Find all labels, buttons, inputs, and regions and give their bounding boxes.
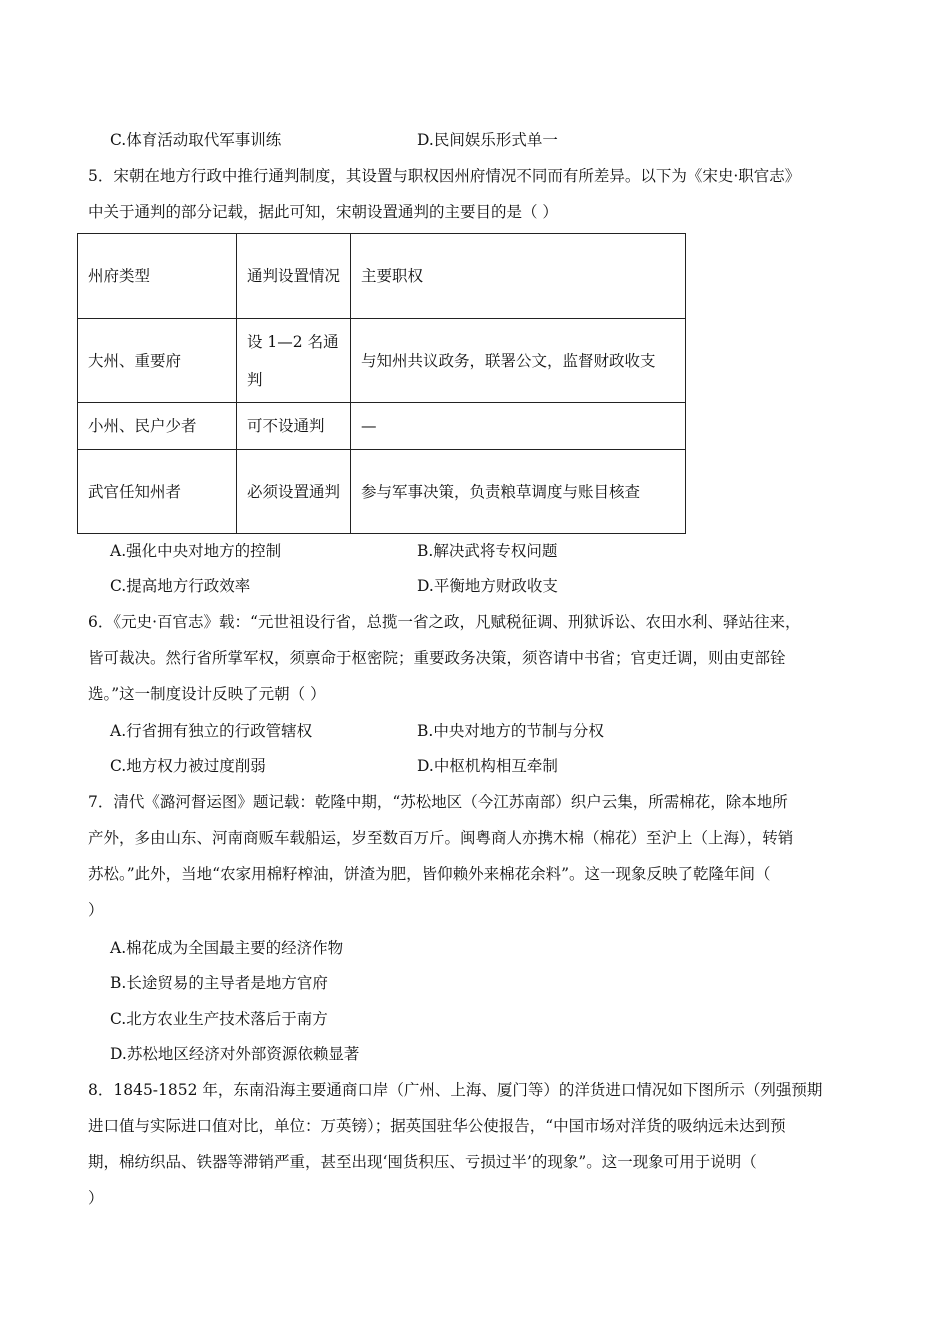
table-cell: 与知州共议政务，联署公文，监督财政收支 [351,319,686,403]
q6-stem-line-3: 选。”这一制度设计反映了元朝（ ） [88,685,326,703]
q5-option-b[interactable] [417,539,557,561]
option-label: D. [417,757,434,775]
q7-option-b[interactable] [110,971,328,993]
table-cell: 参与军事决策，负责粮草调度与账目核查 [351,450,686,534]
option-label: B. [417,722,434,740]
option-text: 地方权力被过度削弱 [126,757,266,775]
table-header-row [78,234,686,319]
option-text: 解决武将专权问题 [433,542,558,560]
q7-option-c[interactable] [110,1007,328,1029]
option-text: 苏松地区经济对外部资源依赖显著 [126,1045,360,1063]
option-text: 强化中央对地方的控制 [126,542,282,560]
option-text: 体育活动取代军事训练 [126,131,282,149]
q6-option-b[interactable] [417,719,604,741]
q7-stem-line-4: ） [88,901,104,919]
option-label: C. [110,577,127,595]
q4-option-d[interactable] [417,128,558,150]
table-row [78,319,686,403]
q7-stem-line-3: 苏松。”此外，当地“农家用棉籽榨油，饼渣为肥，皆仰赖外来棉花余料”。这一现象反映了乾隆年间（ [88,865,771,883]
option-label: A. [110,542,127,560]
table-row [78,450,686,534]
q8-stem-line-3: 期，棉纺织品、铁器等滞销严重，甚至出现‘囤货积压、亏损过半’的现象”。这一现象可用于说明（ [88,1153,757,1171]
table-header-cell: 州府类型 [78,234,237,319]
option-text: 长途贸易的主导者是地方官府 [126,974,328,992]
option-text: 行省拥有独立的行政管辖权 [126,722,313,740]
option-label: A. [110,939,127,957]
table-cell: 必须设置通判 [237,450,351,534]
q8-stem-line-1: 8．1845-1852 年，东南沿海主要通商口岸（广州、上海、厦门等）的洋货进口情况如下图所示（列强预期 [88,1081,823,1099]
q6-option-d[interactable] [417,754,558,776]
q7-stem-line-1: 7．清代《潞河督运图》题记载：乾隆中期，“苏松地区（今江苏南部）织户云集，所需棉花，除本地所 [88,793,788,811]
q6-stem-line-2: 皆可裁决。然行省所掌军权，须禀命于枢密院；重要政务决策，须咨请中书省；官吏迁调，则由吏部铨 [88,649,786,667]
q6-stem-line-1: 6．《元史·百官志》载：“元世祖设行省，总揽一省之政，凡赋税征调、刑狱诉讼、农田水利、驿站往来， [88,613,801,631]
option-text: 北方农业生产技术落后于南方 [126,1010,328,1028]
q5-option-c[interactable] [110,574,250,596]
q5-option-a[interactable] [110,539,281,561]
option-label: D. [417,577,434,595]
table-cell: — [351,403,686,450]
table-row [78,403,686,450]
table-header-cell: 主要职权 [351,234,686,319]
q7-option-d[interactable] [110,1042,359,1064]
table-cell: 武官任知州者 [78,450,237,534]
table-cell: 大州、重要府 [78,319,237,403]
q4-option-c[interactable] [110,128,281,150]
option-label: D. [110,1045,127,1063]
option-text: 民间娱乐形式单一 [433,131,558,149]
table-cell: 可不设通判 [237,403,351,450]
option-text: 中枢机构相互牵制 [433,757,558,775]
q5-option-d[interactable] [417,574,558,596]
option-label: C. [110,131,127,149]
q5-stem-line-2: 中关于通判的部分记载，据此可知，宋朝设置通判的主要目的是（ ） [88,203,558,221]
q7-stem-line-2: 产外，多由山东、河南商贩车载船运，岁至数百万斤。闽粤商人亦携木棉（棉花）至沪上（上海），转销 [88,829,794,847]
option-text: 平衡地方财政收支 [433,577,558,595]
table-header-cell: 通判设置情况 [237,234,351,319]
option-text: 棉花成为全国最主要的经济作物 [126,939,344,957]
option-text: 中央对地方的节制与分权 [433,722,604,740]
option-text: 提高地方行政效率 [126,577,251,595]
table-cell: 小州、民户少者 [78,403,237,450]
q7-option-a[interactable] [110,936,343,958]
option-label: B. [110,974,127,992]
option-label: D. [417,131,434,149]
option-label: C. [110,1010,127,1028]
q6-option-c[interactable] [110,754,266,776]
q6-option-a[interactable] [110,719,312,741]
q5-stem-line-1: 5．宋朝在地方行政中推行通判制度，其设置与职权因州府情况不同而有所差异。以下为《宋史·职官志》 [88,167,801,185]
option-label: C. [110,757,127,775]
option-label: B. [417,542,434,560]
q8-stem-line-2: 进口值与实际进口值对比，单位：万英镑）；据英国驻华公使报告，“中国市场对洋货的吸纳远未达到预 [88,1117,786,1135]
table-cell: 设 1—2 名通判 [237,319,351,403]
option-label: A. [110,722,127,740]
q5-table [77,233,686,534]
q8-stem-line-4: ） [88,1189,104,1207]
